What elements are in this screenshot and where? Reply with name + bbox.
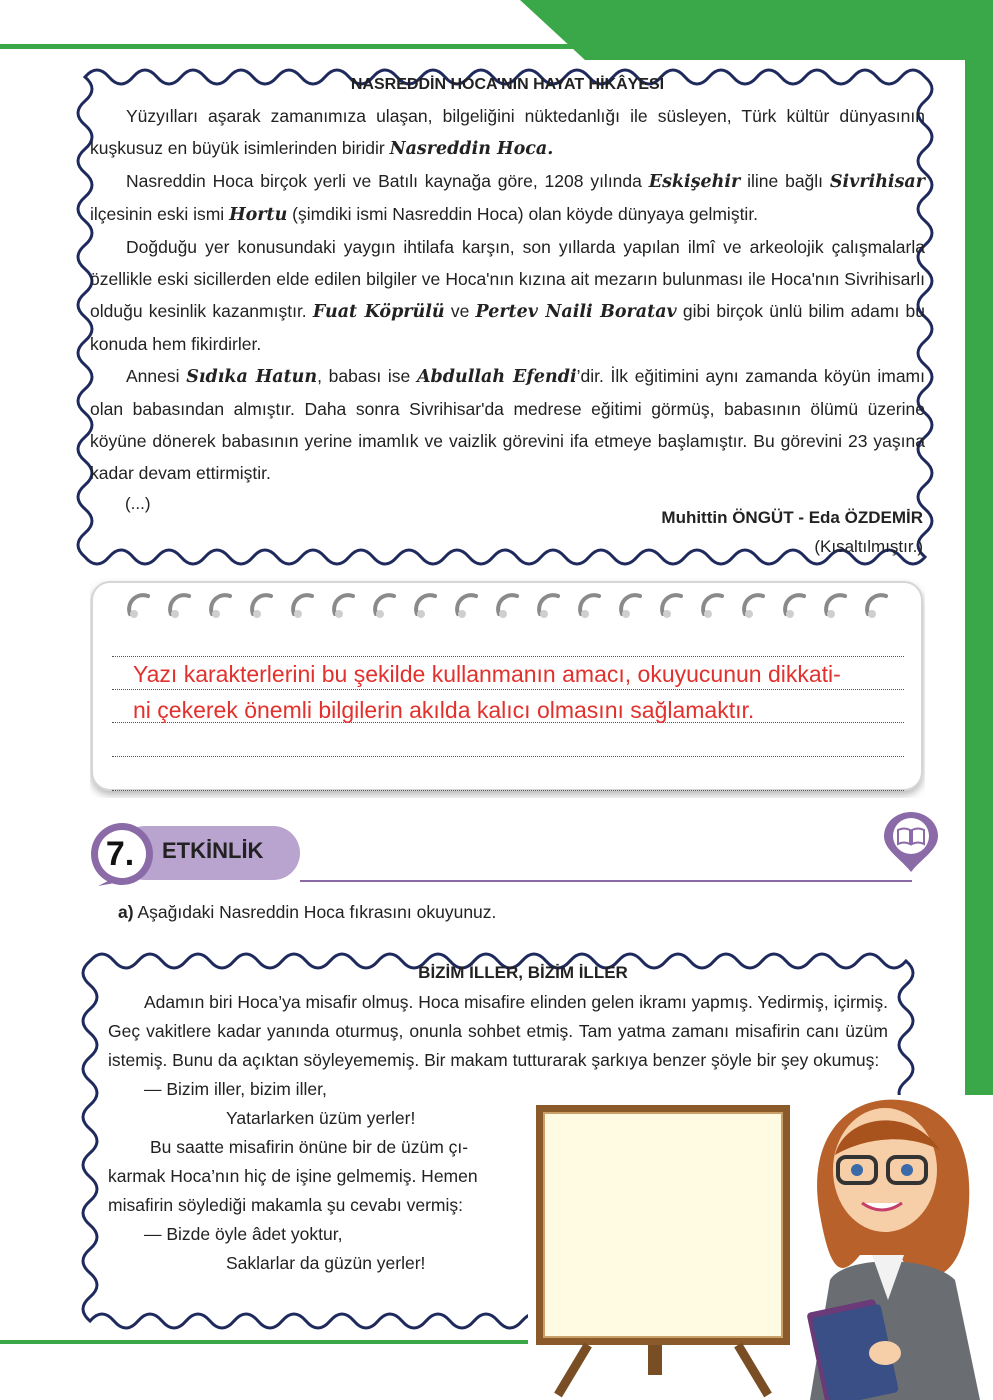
emphasis-run: Abdullah Efendi [416, 367, 577, 387]
emphasis-run: Eskişehir [648, 172, 741, 192]
story2-paragraph-2-line1: Bu saatte misafirin önüne bir de üzüm çı- [150, 1137, 469, 1157]
activity-number: 7. [105, 835, 135, 873]
text-run: Nasreddin Hoca birçok yerli ve Batılı kaynağa göre, 1208 yılında [126, 171, 649, 191]
text-run: Doğduğu yer konusundaki yaygın ihtilafa karşın, son yıllarda yapılan ilmî ve arkeolojik çalışmalarla özellikle eski sicillerden elde edilen bilgiler ve Hoca'nın kızına ait mezarın bulunması ile Hoca'nın Sivrihisarlı olduğu kesinlik kazanmıştır. [90, 237, 925, 321]
emphasis-run: Pertev Naili Boratav [475, 302, 677, 322]
question-text: Aşağıdaki Nasreddin Hoca fıkrasını okuyunuz. [133, 902, 497, 922]
story1-author: Muhittin ÖNGÜT - Eda ÖZDEMİR [661, 508, 923, 527]
question-marker: a) [118, 902, 134, 922]
story2-paragraph-1: Adamın biri Hoca’ya misafir olmuş. Hoca misafire elinden gelen ikramı yapmış. Yedirmiş, içirmiş. Geç vakitlere kadar yanında oturmuş, onunla sohbet etmiş. Tam yatma zamanı misafirin canı üzüm istemiş. Bunu da açıktan söyleyememiş. Bir makam tutturarak şarkıya benzer şöyle bir şey okumuş: [108, 992, 888, 1070]
green-side-band [965, 60, 993, 1100]
teacher-illustration [790, 1095, 993, 1400]
answer-line-2: ni çekerek önemli bilgilerin akılda kalıcı olmasını sağlamaktır. [133, 697, 755, 723]
emphasis-run: Hortu [229, 205, 288, 225]
story2-title: BİZİM İLLER, BİZİM İLLER [418, 963, 628, 982]
story2-paragraph-2-line2: karmak Hoca’nın hiç de işine gelmemiş. Hemen [108, 1166, 478, 1186]
activity-label: ETKİNLİK [162, 838, 264, 863]
question-a [118, 902, 496, 923]
text-run: ilçesinin eski ismi [90, 204, 230, 224]
text-run: (şimdiki ismi Nasreddin Hoca) olan köyde dünyaya gelmiştir. [287, 204, 759, 224]
open-book-icon [880, 812, 942, 874]
text-run: Yüzyılları aşarak zamanımıza ulaşan, bilgeliğini nüktedanlığı ile süsleyen, Türk kültür dünyasının kuşkusuz en büyük isimlerinden biridir [90, 106, 925, 158]
story2-verse1-line2: Yatarlarken üzüm yerler! [226, 1108, 416, 1128]
text-run: iline bağlı [740, 171, 830, 191]
emphasis-run: Sivrihisar [829, 172, 925, 192]
story2-paragraph-2-line3: misafirin söylediği makamla şu cevabı vermiş: [108, 1195, 463, 1215]
text-run: ve [444, 301, 476, 321]
story1-title: NASREDDİN HOCA’NIN HAYAT HİKÂYESİ [350, 76, 665, 93]
story2-verse2-line2: Saklarlar da güzün yerler! [226, 1253, 426, 1273]
emphasis-run: Sıdıka Hatun [186, 367, 318, 387]
answer-line [112, 756, 904, 757]
emphasis-run: Nasreddin Hoca. [389, 139, 554, 159]
text-run: Annesi [126, 366, 187, 386]
story1-paragraph-3 [90, 231, 925, 360]
story1-ellipsis: (...) [125, 494, 151, 513]
story1-paragraph-2 [90, 165, 925, 231]
easel-board-illustration [528, 1095, 798, 1400]
answer-line-1: Yazı karakterlerini bu şekilde kullanmanın amacı, okuyucunun dikkati- [133, 661, 841, 687]
story1-text [90, 70, 925, 489]
story2-verse2-line1: — Bizde öyle âdet yoktur, [144, 1224, 343, 1244]
text-run: gibi birçok ünlü bilim adamı bu konuda hem fikirdirler. [90, 301, 925, 354]
green-header-band [0, 0, 993, 60]
story2-verse1-line1: — Bizim iller, bizim iller, [144, 1079, 327, 1099]
story1-paragraph-4 [90, 360, 925, 489]
text-run: ’dir. İlk eğitimini aynı zamanda köyün imamı olan babasından almıştır. Daha sonra Sivrihisar'da medrese eğitimi görmüş, babasının ölümü üzerine köyüne dönerek babasının yerine imamlık ve vaizlik görevini ifa etmeye başlamıştır. Bu görevini 23 yaşına kadar devam ettirmiştir. [90, 366, 925, 483]
handwritten-answer [133, 656, 923, 728]
text-run: , babası ise [317, 366, 417, 386]
answer-line [112, 790, 904, 791]
story1-paragraph-1 [90, 100, 925, 165]
story1-abbreviated-note: (Kısaltılmıştır.) [814, 537, 923, 556]
emphasis-run: Fuat Köprülü [312, 302, 445, 322]
activity-underline [300, 880, 912, 882]
